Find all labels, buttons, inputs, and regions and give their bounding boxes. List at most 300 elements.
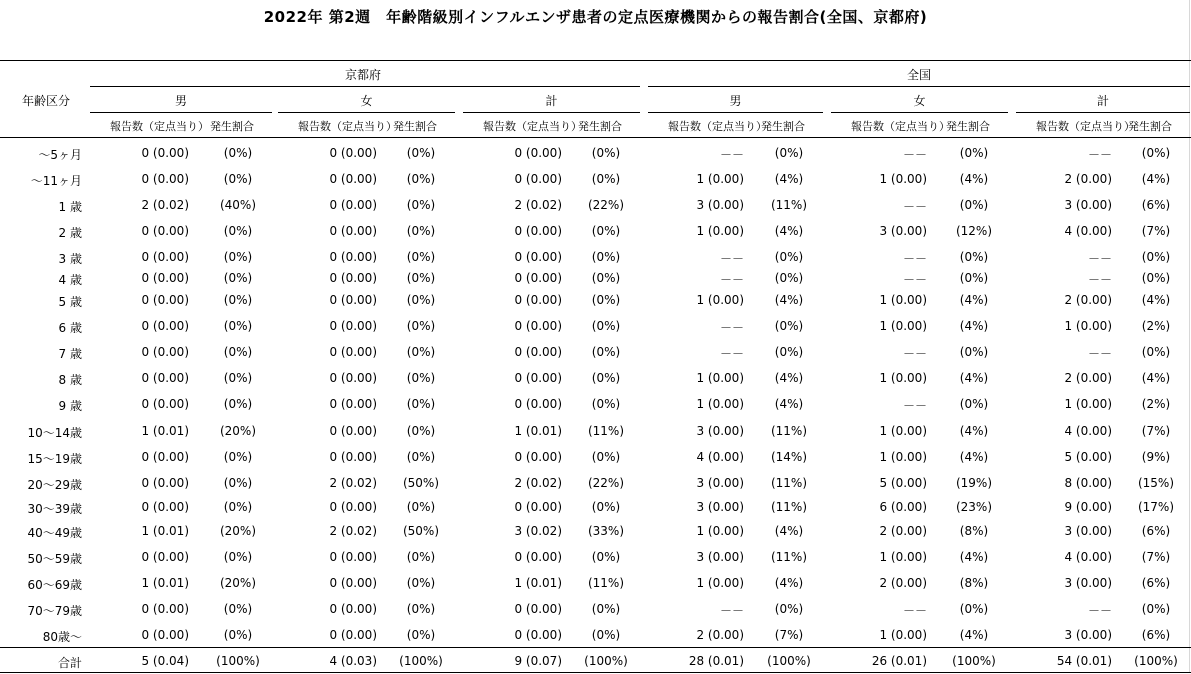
table-row-k_m-count: 0 (0.00) bbox=[141, 250, 189, 264]
table-row-age: 8 歳 bbox=[58, 373, 82, 387]
table-row-n_m-ratio: (11%) bbox=[770, 476, 808, 490]
table-row-k_t-ratio: (22%) bbox=[587, 198, 625, 212]
table-row-k_t-count: 1 (0.01) bbox=[514, 576, 562, 590]
table-row-k_f-count: 0 (0.00) bbox=[329, 424, 377, 438]
table-row-n_m-ratio: (11%) bbox=[770, 500, 808, 514]
table-row-n_f-ratio: (4%) bbox=[959, 172, 989, 186]
table-row-n_t-ratio: (4%) bbox=[1141, 293, 1171, 307]
table-row-n_f-ratio: (0%) bbox=[959, 198, 989, 212]
table-row-n_f-count: 1 (0.00) bbox=[879, 319, 927, 333]
table-row-k_t-ratio: (0%) bbox=[591, 397, 621, 411]
table-row-k_f-count: 0 (0.00) bbox=[329, 224, 377, 238]
table-row-k_f-count: 0 (0.00) bbox=[329, 576, 377, 590]
header-bottom-border bbox=[0, 137, 1191, 138]
table-row-n_f-ratio: (0%) bbox=[959, 271, 989, 285]
table-row-k_f-ratio: (0%) bbox=[406, 576, 436, 590]
table-row-k_m-count: 0 (0.00) bbox=[141, 602, 189, 616]
table-row-n_t-count: －－ bbox=[1087, 604, 1112, 618]
table-row-n_f-count: 1 (0.00) bbox=[879, 628, 927, 642]
table-bottom-border bbox=[0, 672, 1191, 673]
table-row-n_f-ratio: (19%) bbox=[955, 476, 993, 490]
table-row-n_t-ratio: (7%) bbox=[1141, 550, 1171, 564]
table-row-k_m-count: 1 (0.01) bbox=[141, 424, 189, 438]
total-row-k_t-count: 9 (0.07) bbox=[514, 654, 562, 668]
table-row-k_f-count: 0 (0.00) bbox=[329, 146, 377, 160]
kyoto-male-header: 男 bbox=[174, 94, 187, 108]
national-total-header-underline bbox=[1016, 112, 1190, 113]
table-row-n_t-ratio: (0%) bbox=[1141, 345, 1171, 359]
table-row-k_m-ratio: (0%) bbox=[223, 293, 253, 307]
table-row-n_f-count: －－ bbox=[902, 252, 927, 266]
table-row-n_m-count: 4 (0.00) bbox=[696, 450, 744, 464]
table-row-k_m-count: 0 (0.00) bbox=[141, 319, 189, 333]
total-row-n_t-count: 54 (0.01) bbox=[1056, 654, 1112, 668]
table-row-k_f-count: 0 (0.00) bbox=[329, 500, 377, 514]
total-row-k_f-count: 4 (0.03) bbox=[329, 654, 377, 668]
table-row-n_t-count: 5 (0.00) bbox=[1064, 450, 1112, 464]
table-row-k_m-ratio: (0%) bbox=[223, 172, 253, 186]
table-row-n_f-count: 5 (0.00) bbox=[879, 476, 927, 490]
table-row-k_t-ratio: (0%) bbox=[591, 293, 621, 307]
table-row-k_f-ratio: (0%) bbox=[406, 371, 436, 385]
region-kyoto-header: 京都府 bbox=[344, 68, 381, 82]
table-row-age: 1 歳 bbox=[58, 200, 82, 214]
table-row-k_m-count: 0 (0.00) bbox=[141, 628, 189, 642]
ratio-column-label: 発生割合 bbox=[761, 120, 805, 133]
table-row-k_f-ratio: (0%) bbox=[406, 146, 436, 160]
table-row-k_m-count: 0 (0.00) bbox=[141, 371, 189, 385]
table-row-k_t-ratio: (0%) bbox=[591, 345, 621, 359]
table-row-k_t-ratio: (0%) bbox=[591, 550, 621, 564]
table-row-k_t-ratio: (0%) bbox=[591, 500, 621, 514]
table-row-age: 20～29歳 bbox=[27, 478, 82, 492]
table-row-n_m-ratio: (11%) bbox=[770, 198, 808, 212]
total-row-age: 合計 bbox=[57, 656, 82, 670]
table-row-k_f-ratio: (0%) bbox=[406, 293, 436, 307]
table-row-n_m-ratio: (4%) bbox=[774, 172, 804, 186]
table-row-k_m-ratio: (0%) bbox=[223, 602, 253, 616]
table-row-k_m-ratio: (0%) bbox=[223, 250, 253, 264]
table-row-n_t-count: －－ bbox=[1087, 148, 1112, 162]
kyoto-female-header-underline bbox=[278, 112, 455, 113]
ratio-column-label: 発生割合 bbox=[1128, 120, 1172, 133]
table-row-k_m-count: 0 (0.00) bbox=[141, 500, 189, 514]
table-row-k_f-count: 0 (0.00) bbox=[329, 628, 377, 642]
table-row-k_m-ratio: (20%) bbox=[219, 424, 257, 438]
table-row-age: 30～39歳 bbox=[27, 502, 82, 516]
table-row-age: 4 歳 bbox=[58, 273, 82, 287]
region-national-underline bbox=[648, 86, 1190, 87]
table-row-age: ～11ヶ月 bbox=[30, 174, 82, 188]
table-row-age: 40～49歳 bbox=[27, 526, 82, 540]
table-row-k_t-count: 2 (0.02) bbox=[514, 476, 562, 490]
table-row-n_t-ratio: (9%) bbox=[1141, 450, 1171, 464]
table-row-n_f-count: 6 (0.00) bbox=[879, 500, 927, 514]
table-row-n_m-count: －－ bbox=[719, 347, 744, 361]
table-row-k_m-ratio: (0%) bbox=[223, 271, 253, 285]
table-row-k_m-ratio: (0%) bbox=[223, 319, 253, 333]
table-row-n_m-ratio: (7%) bbox=[774, 628, 804, 642]
table-row-n_t-count: 3 (0.00) bbox=[1064, 524, 1112, 538]
table-row-age: 15～19歳 bbox=[27, 452, 82, 466]
table-row-n_t-count: 3 (0.00) bbox=[1064, 198, 1112, 212]
table-row-k_t-ratio: (22%) bbox=[587, 476, 625, 490]
table-row-n_m-count: －－ bbox=[719, 252, 744, 266]
total-row-n_f-count: 26 (0.01) bbox=[871, 654, 927, 668]
national-male-header: 男 bbox=[729, 94, 742, 108]
table-row-k_f-count: 0 (0.00) bbox=[329, 397, 377, 411]
table-row-k_t-count: 0 (0.00) bbox=[514, 146, 562, 160]
table-row-k_m-count: 0 (0.00) bbox=[141, 397, 189, 411]
table-row-k_m-count: 0 (0.00) bbox=[141, 172, 189, 186]
table-row-k_m-count: 0 (0.00) bbox=[141, 450, 189, 464]
table-row-k_t-ratio: (0%) bbox=[591, 371, 621, 385]
table-row-n_m-ratio: (4%) bbox=[774, 293, 804, 307]
table-row-age: 70～79歳 bbox=[27, 604, 82, 618]
total-row-top-border bbox=[0, 647, 1191, 648]
table-row-k_f-count: 0 (0.00) bbox=[329, 550, 377, 564]
table-row-k_f-ratio: (50%) bbox=[402, 476, 440, 490]
table-row-k_t-ratio: (0%) bbox=[591, 319, 621, 333]
table-row-n_m-count: 3 (0.00) bbox=[696, 424, 744, 438]
count-column-label: 報告数（定点当り） bbox=[483, 120, 582, 133]
table-row-n_m-ratio: (11%) bbox=[770, 424, 808, 438]
table-row-n_m-count: 1 (0.00) bbox=[696, 397, 744, 411]
table-row-age: 10～14歳 bbox=[27, 426, 82, 440]
table-row-k_m-count: 0 (0.00) bbox=[141, 345, 189, 359]
table-row-n_t-count: 8 (0.00) bbox=[1064, 476, 1112, 490]
table-row-n_f-ratio: (4%) bbox=[959, 450, 989, 464]
kyoto-male-header-underline bbox=[90, 112, 272, 113]
table-row-n_m-count: 1 (0.00) bbox=[696, 293, 744, 307]
table-row-k_f-count: 0 (0.00) bbox=[329, 271, 377, 285]
table-row-n_t-ratio: (6%) bbox=[1141, 576, 1171, 590]
ratio-column-label: 発生割合 bbox=[578, 120, 622, 133]
table-row-k_f-ratio: (0%) bbox=[406, 424, 436, 438]
table-row-n_f-count: 1 (0.00) bbox=[879, 550, 927, 564]
table-row-k_f-ratio: (0%) bbox=[406, 271, 436, 285]
table-row-k_m-count: 1 (0.01) bbox=[141, 524, 189, 538]
table-row-n_t-count: 3 (0.00) bbox=[1064, 628, 1112, 642]
table-row-k_f-ratio: (0%) bbox=[406, 397, 436, 411]
table-row-age: 7 歳 bbox=[58, 347, 82, 361]
table-row-n_t-count: 9 (0.00) bbox=[1064, 500, 1112, 514]
kyoto-total-header-underline bbox=[463, 112, 640, 113]
total-row-n_m-count: 28 (0.01) bbox=[688, 654, 744, 668]
table-row-n_f-count: 3 (0.00) bbox=[879, 224, 927, 238]
table-top-border bbox=[0, 60, 1191, 61]
table-row-k_t-ratio: (0%) bbox=[591, 602, 621, 616]
table-row-k_t-ratio: (0%) bbox=[591, 450, 621, 464]
table-row-n_m-ratio: (0%) bbox=[774, 250, 804, 264]
table-row-k_t-ratio: (0%) bbox=[591, 628, 621, 642]
table-row-k_f-ratio: (50%) bbox=[402, 524, 440, 538]
table-row-k_m-ratio: (0%) bbox=[223, 450, 253, 464]
table-row-k_f-ratio: (0%) bbox=[406, 602, 436, 616]
table-row-age: 50～59歳 bbox=[27, 552, 82, 566]
table-row-k_f-count: 0 (0.00) bbox=[329, 450, 377, 464]
table-row-k_f-count: 0 (0.00) bbox=[329, 371, 377, 385]
table-row-n_t-count: 2 (0.00) bbox=[1064, 293, 1112, 307]
table-row-n_t-ratio: (6%) bbox=[1141, 198, 1171, 212]
total-row-k_f-ratio: (100%) bbox=[399, 654, 443, 668]
table-row-n_t-count: 1 (0.00) bbox=[1064, 319, 1112, 333]
table-row-k_t-ratio: (11%) bbox=[587, 576, 625, 590]
table-row-k_m-count: 2 (0.02) bbox=[141, 198, 189, 212]
table-row-n_f-count: －－ bbox=[902, 347, 927, 361]
table-row-k_m-ratio: (0%) bbox=[223, 224, 253, 238]
table-row-k_m-ratio: (0%) bbox=[223, 146, 253, 160]
table-row-n_m-ratio: (4%) bbox=[774, 576, 804, 590]
table-row-k_m-ratio: (40%) bbox=[219, 198, 257, 212]
table-row-n_m-ratio: (0%) bbox=[774, 146, 804, 160]
table-row-k_m-count: 0 (0.00) bbox=[141, 293, 189, 307]
total-row-k_t-ratio: (100%) bbox=[584, 654, 628, 668]
table-row-n_f-ratio: (4%) bbox=[959, 550, 989, 564]
table-row-k_t-ratio: (0%) bbox=[591, 224, 621, 238]
age-column-header: 年齢区分 bbox=[21, 94, 70, 108]
table-row-n_m-count: －－ bbox=[719, 604, 744, 618]
table-row-age: 3 歳 bbox=[58, 252, 82, 266]
ratio-column-label: 発生割合 bbox=[210, 120, 254, 133]
count-column-label: 報告数（定点当り） bbox=[1036, 120, 1135, 133]
table-row-k_f-ratio: (0%) bbox=[406, 198, 436, 212]
table-row-n_m-ratio: (0%) bbox=[774, 271, 804, 285]
table-row-k_t-ratio: (0%) bbox=[591, 172, 621, 186]
table-row-n_m-ratio: (0%) bbox=[774, 345, 804, 359]
table-row-k_f-ratio: (0%) bbox=[406, 250, 436, 264]
table-row-k_t-ratio: (11%) bbox=[587, 424, 625, 438]
table-row-n_m-ratio: (4%) bbox=[774, 224, 804, 238]
table-row-age: 9 歳 bbox=[58, 399, 82, 413]
table-row-k_f-count: 0 (0.00) bbox=[329, 319, 377, 333]
page-title: 2022年 第2週 年齢階級別インフルエンザ患者の定点医療機関からの報告割合(全国、京都府) bbox=[263, 8, 928, 26]
table-row-age: 60～69歳 bbox=[27, 578, 82, 592]
table-row-k_t-count: 0 (0.00) bbox=[514, 345, 562, 359]
total-row-n_t-ratio: (100%) bbox=[1134, 654, 1178, 668]
table-row-n_t-ratio: (0%) bbox=[1141, 271, 1171, 285]
table-row-n_f-ratio: (0%) bbox=[959, 345, 989, 359]
table-row-k_t-count: 1 (0.01) bbox=[514, 424, 562, 438]
table-row-n_m-ratio: (0%) bbox=[774, 602, 804, 616]
table-row-k_t-ratio: (33%) bbox=[587, 524, 625, 538]
table-row-n_t-ratio: (4%) bbox=[1141, 172, 1171, 186]
table-row-k_t-count: 0 (0.00) bbox=[514, 271, 562, 285]
table-row-k_m-count: 1 (0.01) bbox=[141, 576, 189, 590]
table-row-k_f-ratio: (0%) bbox=[406, 500, 436, 514]
table-row-k_m-ratio: (0%) bbox=[223, 345, 253, 359]
table-row-n_f-ratio: (8%) bbox=[959, 524, 989, 538]
table-row-k_t-count: 0 (0.00) bbox=[514, 450, 562, 464]
region-national-header: 全国 bbox=[906, 68, 931, 82]
table-row-n_t-count: 4 (0.00) bbox=[1064, 550, 1112, 564]
table-row-k_f-count: 0 (0.00) bbox=[329, 345, 377, 359]
table-row-k_t-count: 0 (0.00) bbox=[514, 371, 562, 385]
table-row-k_t-count: 0 (0.00) bbox=[514, 293, 562, 307]
table-row-n_f-count: 2 (0.00) bbox=[879, 524, 927, 538]
table-row-k_f-count: 0 (0.00) bbox=[329, 198, 377, 212]
table-row-k_t-count: 2 (0.02) bbox=[514, 198, 562, 212]
table-row-n_t-ratio: (0%) bbox=[1141, 250, 1171, 264]
table-row-k_f-ratio: (0%) bbox=[406, 172, 436, 186]
national-male-header-underline bbox=[648, 112, 823, 113]
table-row-k_m-count: 0 (0.00) bbox=[141, 224, 189, 238]
table-row-n_t-ratio: (0%) bbox=[1141, 146, 1171, 160]
table-row-k_m-count: 0 (0.00) bbox=[141, 476, 189, 490]
table-row-n_m-count: －－ bbox=[719, 148, 744, 162]
table-row-k_f-count: 2 (0.02) bbox=[329, 476, 377, 490]
table-row-n_t-ratio: (2%) bbox=[1141, 397, 1171, 411]
table-row-k_m-ratio: (0%) bbox=[223, 550, 253, 564]
total-row-k_m-count: 5 (0.04) bbox=[141, 654, 189, 668]
table-row-n_m-count: －－ bbox=[719, 321, 744, 335]
table-row-k_m-count: 0 (0.00) bbox=[141, 146, 189, 160]
table-row-n_m-count: 1 (0.00) bbox=[696, 576, 744, 590]
national-female-header-underline bbox=[831, 112, 1008, 113]
total-row-n_m-ratio: (100%) bbox=[767, 654, 811, 668]
table-row-n_t-ratio: (17%) bbox=[1137, 500, 1175, 514]
count-column-label: 報告数（定点当り） bbox=[110, 120, 209, 133]
table-row-k_m-ratio: (0%) bbox=[223, 500, 253, 514]
table-row-n_m-count: 2 (0.00) bbox=[696, 628, 744, 642]
table-row-n_f-count: －－ bbox=[902, 200, 927, 214]
table-row-k_t-count: 0 (0.00) bbox=[514, 397, 562, 411]
table-row-k_m-ratio: (20%) bbox=[219, 524, 257, 538]
table-row-n_f-count: －－ bbox=[902, 604, 927, 618]
table-row-k_m-ratio: (20%) bbox=[219, 576, 257, 590]
table-row-k_f-count: 0 (0.00) bbox=[329, 172, 377, 186]
table-row-k_m-count: 0 (0.00) bbox=[141, 271, 189, 285]
table-row-n_m-count: 3 (0.00) bbox=[696, 198, 744, 212]
table-row-k_t-count: 0 (0.00) bbox=[514, 628, 562, 642]
table-row-n_m-count: 1 (0.00) bbox=[696, 172, 744, 186]
table-row-n_f-count: －－ bbox=[902, 148, 927, 162]
ratio-column-label: 発生割合 bbox=[393, 120, 437, 133]
table-row-n_f-count: 1 (0.00) bbox=[879, 371, 927, 385]
table-row-n_t-ratio: (6%) bbox=[1141, 628, 1171, 642]
table-row-n_f-count: 1 (0.00) bbox=[879, 450, 927, 464]
table-row-k_t-ratio: (0%) bbox=[591, 271, 621, 285]
table-row-k_t-count: 0 (0.00) bbox=[514, 319, 562, 333]
table-row-n_t-count: －－ bbox=[1087, 252, 1112, 266]
count-column-label: 報告数（定点当り） bbox=[851, 120, 950, 133]
table-row-n_t-count: －－ bbox=[1087, 273, 1112, 287]
table-row-n_t-count: 2 (0.00) bbox=[1064, 371, 1112, 385]
table-row-k_t-count: 0 (0.00) bbox=[514, 224, 562, 238]
table-row-k_f-count: 2 (0.02) bbox=[329, 524, 377, 538]
table-row-n_m-ratio: (4%) bbox=[774, 397, 804, 411]
region-kyoto-underline bbox=[90, 86, 640, 87]
table-row-n_f-count: 2 (0.00) bbox=[879, 576, 927, 590]
table-row-n_m-count: 3 (0.00) bbox=[696, 500, 744, 514]
table-row-n_m-count: 1 (0.00) bbox=[696, 524, 744, 538]
table-row-n_f-ratio: (0%) bbox=[959, 146, 989, 160]
table-row-n_f-ratio: (8%) bbox=[959, 576, 989, 590]
table-row-k_f-ratio: (0%) bbox=[406, 628, 436, 642]
table-row-n_f-count: －－ bbox=[902, 273, 927, 287]
table-row-n_t-count: 4 (0.00) bbox=[1064, 424, 1112, 438]
table-row-n_t-ratio: (4%) bbox=[1141, 371, 1171, 385]
table-row-n_t-count: 3 (0.00) bbox=[1064, 576, 1112, 590]
table-row-k_t-count: 3 (0.02) bbox=[514, 524, 562, 538]
table-row-n_t-count: 1 (0.00) bbox=[1064, 397, 1112, 411]
total-row-n_f-ratio: (100%) bbox=[952, 654, 996, 668]
national-female-header: 女 bbox=[913, 94, 926, 108]
table-row-n_m-ratio: (0%) bbox=[774, 319, 804, 333]
table-row-n_f-ratio: (4%) bbox=[959, 319, 989, 333]
table-row-n_m-ratio: (4%) bbox=[774, 371, 804, 385]
table-row-k_t-count: 0 (0.00) bbox=[514, 172, 562, 186]
table-row-n_f-ratio: (0%) bbox=[959, 397, 989, 411]
table-row-k_t-ratio: (0%) bbox=[591, 146, 621, 160]
table-row-n_t-count: 2 (0.00) bbox=[1064, 172, 1112, 186]
ratio-column-label: 発生割合 bbox=[946, 120, 990, 133]
table-row-n_t-ratio: (6%) bbox=[1141, 524, 1171, 538]
table-row-k_f-ratio: (0%) bbox=[406, 224, 436, 238]
table-row-n_f-ratio: (4%) bbox=[959, 628, 989, 642]
table-row-n_f-ratio: (0%) bbox=[959, 602, 989, 616]
table-row-k_f-count: 0 (0.00) bbox=[329, 250, 377, 264]
table-row-n_f-ratio: (4%) bbox=[959, 293, 989, 307]
table-row-n_f-ratio: (12%) bbox=[955, 224, 993, 238]
table-row-k_t-ratio: (0%) bbox=[591, 250, 621, 264]
table-row-n_m-ratio: (4%) bbox=[774, 524, 804, 538]
table-row-n_f-count: 1 (0.00) bbox=[879, 293, 927, 307]
table-row-n_f-ratio: (4%) bbox=[959, 424, 989, 438]
table-row-k_m-ratio: (0%) bbox=[223, 371, 253, 385]
kyoto-total-header: 計 bbox=[545, 94, 558, 108]
table-row-n_m-count: 1 (0.00) bbox=[696, 371, 744, 385]
table-row-k_t-count: 0 (0.00) bbox=[514, 550, 562, 564]
table-row-n_m-count: 3 (0.00) bbox=[696, 476, 744, 490]
table-row-k_m-ratio: (0%) bbox=[223, 397, 253, 411]
table-row-n_t-count: 4 (0.00) bbox=[1064, 224, 1112, 238]
table-row-age: 2 歳 bbox=[58, 226, 82, 240]
total-row-k_m-ratio: (100%) bbox=[216, 654, 260, 668]
table-row-n_f-ratio: (4%) bbox=[959, 371, 989, 385]
table-row-k_f-ratio: (0%) bbox=[406, 450, 436, 464]
table-row-n_t-count: －－ bbox=[1087, 347, 1112, 361]
table-row-n_m-count: 3 (0.00) bbox=[696, 550, 744, 564]
table-row-k_m-ratio: (0%) bbox=[223, 628, 253, 642]
table-row-age: 80歳～ bbox=[42, 630, 82, 644]
table-row-n_f-count: －－ bbox=[902, 399, 927, 413]
table-row-n_m-ratio: (14%) bbox=[770, 450, 808, 464]
table-row-k_f-ratio: (0%) bbox=[406, 550, 436, 564]
table-row-age: ～5ヶ月 bbox=[38, 148, 82, 162]
kyoto-female-header: 女 bbox=[360, 94, 373, 108]
table-row-n_t-ratio: (2%) bbox=[1141, 319, 1171, 333]
table-row-n_f-ratio: (23%) bbox=[955, 500, 993, 514]
table-row-k_t-count: 0 (0.00) bbox=[514, 602, 562, 616]
table-row-n_f-count: 1 (0.00) bbox=[879, 172, 927, 186]
table-row-n_m-ratio: (11%) bbox=[770, 550, 808, 564]
national-total-header: 計 bbox=[1096, 94, 1109, 108]
count-column-label: 報告数（定点当り） bbox=[668, 120, 767, 133]
count-column-label: 報告数（定点当り） bbox=[298, 120, 397, 133]
table-row-k_m-count: 0 (0.00) bbox=[141, 550, 189, 564]
table-row-n_t-ratio: (7%) bbox=[1141, 424, 1171, 438]
table-row-k_t-count: 0 (0.00) bbox=[514, 500, 562, 514]
table-row-k_m-ratio: (0%) bbox=[223, 476, 253, 490]
table-row-k_f-count: 0 (0.00) bbox=[329, 602, 377, 616]
table-row-k_f-ratio: (0%) bbox=[406, 319, 436, 333]
table-row-k_t-count: 0 (0.00) bbox=[514, 250, 562, 264]
table-row-n_t-ratio: (0%) bbox=[1141, 602, 1171, 616]
table-row-age: 6 歳 bbox=[58, 321, 82, 335]
table-row-n_f-ratio: (0%) bbox=[959, 250, 989, 264]
table-row-n_m-count: －－ bbox=[719, 273, 744, 287]
